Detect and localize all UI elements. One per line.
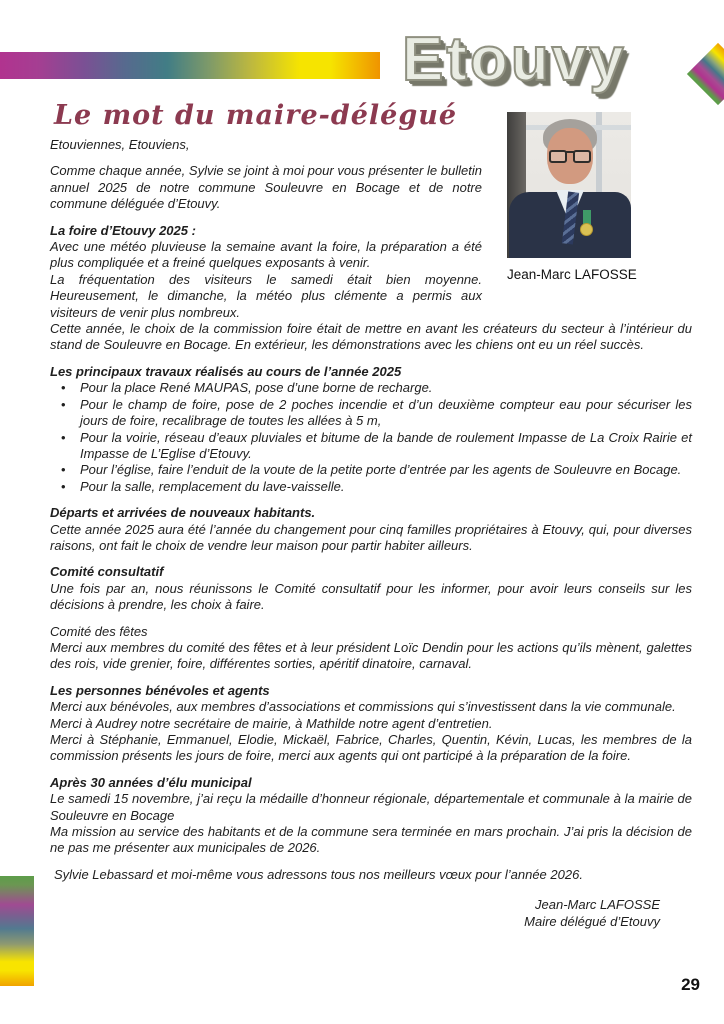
list-item: • Pour la salle, remplacement du lave-vaisselle. (50, 479, 692, 495)
signature-block (50, 897, 692, 930)
elu-paragraph: Ma mission au service des habitants et de la commune sera terminée en mars prochain. J’ai pris la décision de ne pas me présenter aux municipales de 2026. (50, 824, 692, 856)
list-item: • Pour l’église, faire l’enduit de la voute de la petite porte d’entrée par les agents de Souleuvre en Bocage. (50, 462, 692, 478)
wishes-paragraph: Sylvie Lebassard et moi-même vous adressons tous nos meilleurs vœux pour l’année 2026. (54, 866, 583, 882)
section-heading-elu: Après 30 années d’élu municipal (50, 774, 252, 790)
list-item: • Pour la place René MAUPAS, pose d’une borne de recharge. (50, 380, 692, 396)
comite-consultatif-paragraph: Une fois par an, nous réunissons le Comité consultatif pour les informer, pour avoir leurs conseils sur les décisions à prendre, les choix à faire. (50, 580, 692, 613)
benevoles-paragraph: Merci aux bénévoles, aux membres d’associations et commissions qui s’investissent dans la vie communale. (50, 699, 676, 715)
rainbow-gradient-bar (0, 52, 380, 79)
list-item: • Pour le champ de foire, pose de 2 poches incendie et d’un deuxième compteur eau pour sécuriser les jours de foire, recalibrage de toutes les allées à 5 m, (50, 397, 692, 430)
photo-block (482, 101, 692, 313)
signature-role: Maire délégué d’Etouvy (524, 913, 660, 929)
section-heading-comite-consultatif: Comité consultatif (50, 564, 164, 580)
medal-icon (580, 223, 593, 236)
section-heading-foire: La foire d’Etouvy 2025 : (50, 222, 196, 238)
page-title: Le mot du maire-délégué (54, 100, 458, 131)
benevoles-paragraph: Merci à Stéphanie, Emmanuel, Elodie, Mickaël, Fabrice, Charles, Quentin, Kévin, Lucas, les membres de la commission présents les jours de foire, merci aux agents qui ont participé à la préparation de la foire. (50, 732, 692, 764)
benevoles-paragraph: Merci à Audrey notre secrétaire de mairie, à Mathilde notre agent d’entretien. (50, 715, 493, 731)
list-item: • Pour la voirie, réseau d’eaux pluviales et bitume de la bande de roulement Impasse de La Croix Rairie et Impasse de L’Eglise d’Etouvy. (50, 430, 692, 463)
comite-fetes-paragraph: Merci aux membres du comité des fêtes et à leur président Loïc Dendin pour les actions qu’ils mènent, galettes des rois, vide grenier, foire, différentes sorties, apéritif dinatoire, carnaval. (50, 639, 692, 672)
salutation: Etouviennes, Etouviens, (50, 137, 190, 152)
mayor-portrait-photo (507, 112, 631, 258)
departs-paragraph: Cette année 2025 aura été l’année du changement pour cinq familles propriétaires à Etouvy, qui, pour diverses raisons, ont fait le choix de vendre leur maison pour partir habiter ailleurs. (50, 521, 692, 553)
glasses-icon (549, 150, 591, 164)
works-list (50, 380, 692, 495)
commune-wordmark: Etouvy (402, 25, 627, 94)
signature-name: Jean-Marc LAFOSSE (535, 897, 660, 913)
intro-paragraph: Comme chaque année, Sylvie se joint à moi pour vous présenter le bulletin annuel 2025 de notre commune Souleuvre en Bocage et de notre commune déléguée d’Etouvy. (50, 163, 482, 212)
page-number: 29 (681, 975, 700, 994)
section-heading-travaux: Les principaux travaux réalisés au cours de l’année 2025 (50, 363, 402, 379)
elu-paragraph: Le samedi 15 novembre, j’ai reçu la médaille d’honneur régionale, départementale et communale à la mairie de Souleuvre en Bocage (50, 791, 692, 823)
foire-paragraph: La fréquentation des visiteurs le samedi était bien moyenne. Heureusement, le dimanche, la météo plus clémente a permis aux visiteurs de venir plus nombreux. (50, 271, 482, 320)
section-heading-comite-fetes: Comité des fêtes (50, 623, 148, 639)
article-body (50, 101, 692, 930)
photo-caption: Jean-Marc LAFOSSE (507, 267, 637, 282)
corner-diamond-decoration (687, 43, 724, 105)
foire-paragraph: Cette année, le choix de la commission foire était de mettre en avant les créateurs du secteur à l’intérieur du stand de Souleuvre en Bocage. En extérieur, les démonstrations avec les chiens ont eu un réel succès. (50, 321, 692, 353)
foire-paragraph: Avec une météo pluvieuse la semaine avant la foire, la préparation a été plus compliquée et a freiné quelques exposants à venir. (50, 239, 482, 271)
section-heading-benevoles: Les personnes bénévoles et agents (50, 682, 270, 698)
rainbow-gradient-bar-vertical (0, 876, 34, 986)
section-heading-departs: Départs et arrivées de nouveaux habitants. (50, 505, 316, 521)
